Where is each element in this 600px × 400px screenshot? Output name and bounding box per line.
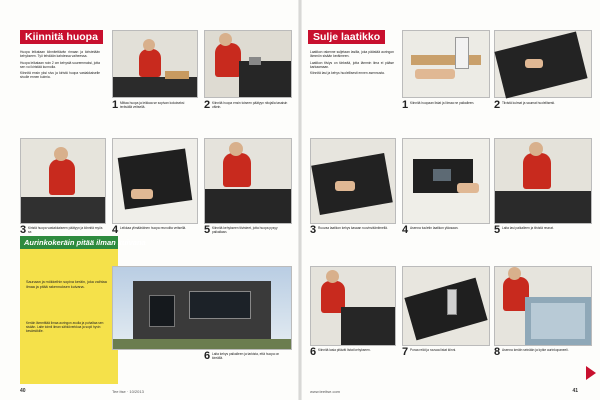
right-intro-paragraph: Laatikon rakenne suljetaan lasilla, joka päästää auringon lämmön sisään keräimeen. [310, 50, 394, 59]
step-text: Kiinnitä kehykseen tiivisteet, jotta huopa pysyy paikallaan. [212, 226, 278, 235]
shed-photo [112, 266, 292, 350]
step-photo [310, 138, 396, 224]
step-text: Kiristä huopa vastakkaiseen päätyyn ja kiinnitä myös se. [28, 226, 103, 235]
info-box [20, 236, 146, 384]
step-number: 4 [112, 224, 119, 236]
step-text: Mittaa huopa ja leikkaa se sopivan kokoiseksi terävällä veitsellä. [120, 101, 185, 110]
step-number: 5 [494, 224, 501, 236]
step-text: Tiivistä kulmat ja saumat huolellisesti. [502, 101, 556, 105]
info-box-title: Aurinkokeräin pitää ilman kuivana [20, 236, 118, 249]
step-text: Ruuvaa laatikon kehys kasaan ruuvinvääntimellä. [318, 226, 388, 230]
step-number: 3 [20, 224, 27, 236]
step-text: Laita lasi paikalleen ja tiivistä reunat. [502, 226, 554, 230]
step-number: 5 [204, 224, 211, 236]
step-number: 2 [494, 99, 501, 111]
info-box-lead: Saunaan ja mökkeihin sopiva keräin, joka vaihtaa ilmaa ja pitää rakennuksen kuivana. [26, 280, 107, 289]
info-box-body: Keräin lämmittää ilmaa auringon avulla ja puhaltaa sen sisään. Laite toimii ilman sähköverkkoa ja sopii hyvin kesämökille. [26, 321, 104, 334]
step-number: 7 [402, 346, 409, 358]
step-number: 8 [494, 346, 501, 358]
step-photo [494, 266, 592, 346]
step-photo [494, 138, 592, 224]
step-number: 6 [310, 346, 317, 358]
step-text: Kiinnitä huopa ensin toiseen päätyyn nitojalla tasaisin välein. [212, 101, 288, 110]
step-photo [402, 266, 490, 346]
step-text: Asenna keräin seinään ja kytke aurinkopaneeli. [502, 348, 569, 352]
next-page-arrow-icon [586, 366, 596, 380]
step-photo [112, 138, 198, 224]
page-footer: Tee itse · 10/2013 [112, 389, 144, 394]
page-number: 40 [20, 388, 26, 394]
step-number: 3 [310, 224, 317, 236]
right-intro-paragraph: Laatikon tiiviys on tärkeää, jotta lämmin ilma ei pääse karkaamaan. [310, 60, 394, 69]
right-intro [310, 50, 394, 77]
step-photo [494, 30, 592, 98]
step-photo [204, 138, 292, 224]
right-page [300, 0, 600, 400]
right-intro-paragraph: Kiinnitä lasi ja kehys huolellisesti ennen asennusta. [310, 71, 385, 76]
step-number: 4 [402, 224, 409, 236]
step-number: 2 [204, 99, 211, 111]
left-intro [20, 50, 100, 82]
left-intro-paragraph: Huopa leikataan noin 2 cm kehystä suuremmaksi, jotta sen voi kiristää kunnolla. [20, 60, 100, 69]
page-footer: www.teeitse.com [310, 389, 341, 394]
step-number: 6 [204, 350, 211, 362]
step-text: Asenna tuuletin laatikon yläosaan. [410, 226, 459, 230]
step-text: Kiinnitä lasia pitävät listat kehykseen. [318, 348, 371, 352]
left-title: Kiinnitä huopa [20, 30, 103, 44]
step-text: Kiinnitä huopaan listat ja liimaa ne paikalleen. [410, 101, 475, 105]
step-photo [402, 138, 490, 224]
step-text: Poraa reiät ja ruuvaa listat kiinni. [410, 348, 457, 352]
step-number: 1 [112, 99, 119, 111]
step-text: Laita kehys paikalleen ja tarkista, että huopa on kireällä. [212, 352, 280, 361]
step-photo [112, 30, 198, 98]
left-intro-paragraph: Huopa leikataan kiinnitettävän rimaan ja kiristetään kehykseen. Työ tehdään kahdessa vaiheessa. [20, 50, 100, 59]
spine-gutter [298, 0, 302, 400]
page-number: 41 [572, 388, 578, 394]
left-intro-paragraph: Kiinnitä ensin yksi sivu ja kiristä huopa vastakkaiselle sivulle ennen kulmia. [20, 71, 100, 80]
step-text: Leikkaa ylimääräinen huopa reunoilta veitsellä. [120, 226, 187, 230]
step-number: 1 [402, 99, 409, 111]
step-photo [402, 30, 490, 98]
step-photo [20, 138, 106, 224]
step-photo [204, 30, 292, 98]
step-photo [310, 266, 396, 346]
right-title: Sulje laatikko [308, 30, 385, 44]
